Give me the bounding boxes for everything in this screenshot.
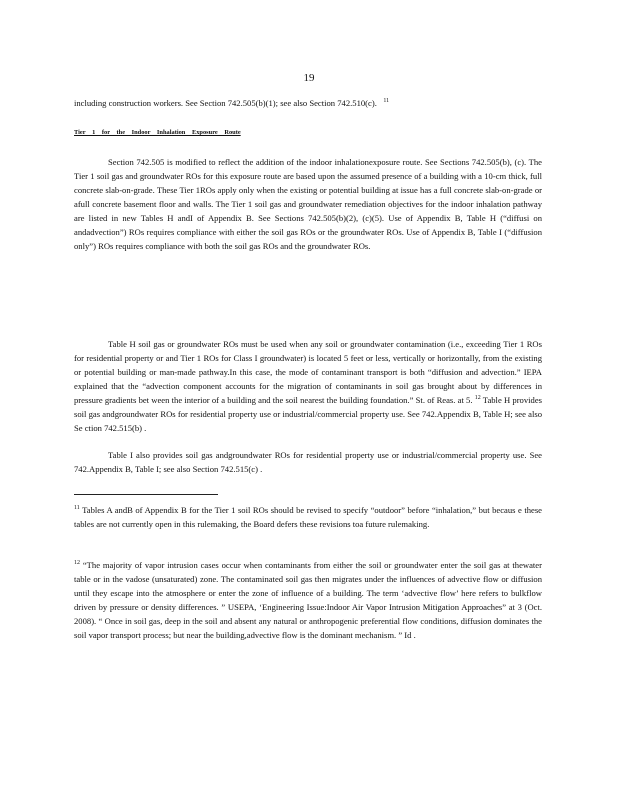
section-heading: Tier 1 for the Indoor Inhalation Exposure Route (74, 129, 241, 136)
footnote-12 (74, 558, 542, 642)
footnote-ref-12: 12 (474, 395, 481, 402)
paragraph-3: Table I also provides soil gas andgroundwater ROs for residential property use or industrial/commercial property use. See 742.Appendix B, Table I; see also Section 742.515(c) . (74, 450, 542, 474)
footnote-ref-11: 11 (383, 98, 390, 105)
footnote-text: Tables A andB of Appendix B for the Tier 1 soil ROs should be revised to specify “outdoor” before “inhalation,” but becaus e these tables are not currently open in this rulemaking, the Board defers these revisions toa future rulemaking. (74, 505, 542, 529)
paragraph-2 (74, 337, 542, 435)
footnote-number: 12 (74, 560, 80, 567)
footnote-separator (74, 494, 218, 495)
footnote-text: “The majority of vapor intrusion cases occur when contaminants from either the soil or groundwater enter the soil gas at thewater table or in the vadose (unsaturated) zone. The contaminated soil gas then migrates under the influences of advective flow or diffusion until they escape into the atmosphere or enter the zone of influence of a building. The term ‘advective flow’ here refers to bulkflow driven by pressure or density differences. ” USEPA, ‘Engineering Issue:Indoor Air Vapor Intrusion Mitigation Approaches” at 3 (Oct. 2008). “ Once in soil gas, deep in the soil and absent any natural or anthropogenic preferential flow conditions, diffusion dominates the soil vapor transport process; but near the building,advective flow is the dominant mechanism. ” Id . (74, 560, 542, 640)
footnote-number: 11 (74, 505, 80, 512)
intro-text (74, 96, 542, 110)
paragraph-2-text: Table H soil gas or groundwater ROs must be used when any soil or groundwater contamination (i.e., exceeding Tier 1 ROs for residential property or and Tier 1 ROs for Class I groundwater) is located 5 feet or less, vertically or horizontally, from the existing or potential building or man-made pathway.In this case, the mode of contaminant transport is both “diffusion and advection.” IEPA explained that the “advection component accounts for the migration of contaminants in soil gas brought about by differences in pressure gradients bet ween the interior of a building and the soil nearest the building foundation.” St. of Reas. at 5. (74, 339, 542, 405)
paragraph-2-tail: Table H provides soil gas andgroundwater ROs for residential property use or industrial/commercial property use. See 742.Appendix B, Table H; see also Se ction 742.515(b) . (74, 395, 542, 433)
footnote-11 (74, 503, 542, 531)
intro-sentence: including construction workers. See Section 742.505(b)(1); see also Section 742.510(c). (74, 98, 377, 108)
paragraph-1: Section 742.505 is modified to reflect the addition of the indoor inhalationexposure route. See Sections 742.505(b), (c). The Tier 1 soil gas and groundwater ROs for this exposure route are based upon the assumed presence of a building with a 10-cm thick, full concrete slab-on-grade. These Tier 1ROs apply only when the existing or potential building at issue has a full concrete slab-on-grade or afull concrete basement floor and walls. The Tier 1 soil gas and groundwater remediation objectives for the indoor inhalation pathway are listed in new Tables H andI of Appendix B. See Sections 742.505(b)(2), (c)(5). Use of Appendix B, Table H (“diffusi on andadvection”) ROs requires compliance with either the soil gas ROs or the groundwater ROs. Use of Appendix B, Table I (“diffusion only”) ROs requires compliance with both the soil gas ROs and the groundwater ROs. (74, 157, 542, 251)
page-number: 19 (303, 72, 315, 84)
